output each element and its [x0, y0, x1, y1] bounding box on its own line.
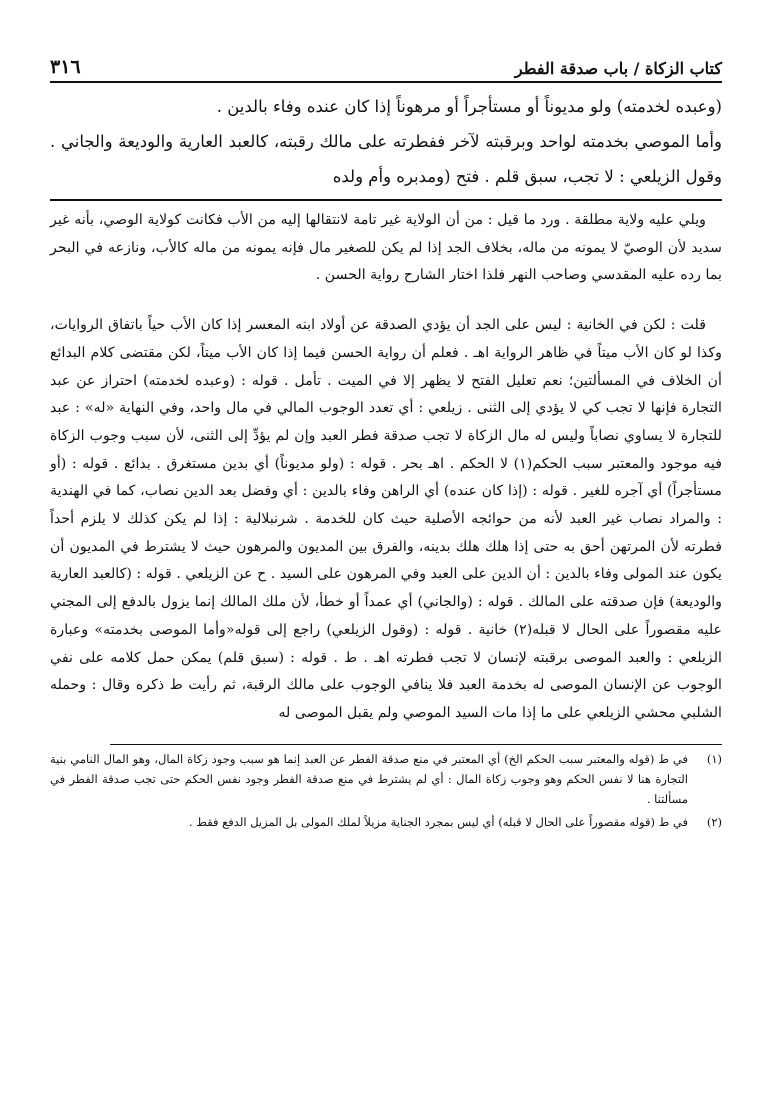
footnote-number: (٢) — [706, 814, 722, 829]
running-header — [50, 52, 722, 83]
main-text-paragraph: وأما الموصي بخدمته لواحد وبرقبته لآخر ففطرته على مالك رقبته، كالعبد العارية والوديعة والجاني . وقول الزيلعي : لا تجب، سبق قلم . فتح (ومدبره وأم ولده — [50, 132, 722, 186]
commentary-paragraph: قلت : لكن في الخانية : ليس على الجد أن يؤدي الصدقة عن أولاد ابنه المعسر إذا كان الأب حياً باتفاق الروايات، وكذا لو كان الأب ميتاً في ظاهر الرواية اهـ . فعلم أن رواية الحسن فيما إذا كان الأب ميتاً، لكن مقتضى كلام البدائع أن الخلاف في المسألتين؛ نعم تعليل الفتح لا يظهر إلا في الميت . تأمل . قوله : (وعبده لخدمته) احتراز عن عبد التجارة فإنها لا تجب كي لا يؤدي إلى الثنى . زيلعي : أي تعدد الوجوب المالي في مال واحد، وفي النهاية «له» : عبد للتجارة لا يساوي نصاباً وليس له مال الزكاة لا تجب صدقة فطر العبد وإن لم يؤدِّ إلى الثنى، لأن سبب وجوب الزكاة فيه موجود والمعتبر سبب الحكم(١) لا الحكم . اهـ بحر . قوله : (ولو مديوناً) أي بدين مستغرق . بدائع . قوله : (أو مستأجراً) أي آجره للغير . قوله : (إذا كان عنده) أي الراهن وفاء بالدين : أي وفضل بعد الدين نصاب، كما في الهندية : والمراد نصاب غير العبد لأنه من حوائجه الأصلية حيث كان للخدمة . شرنبلالية : إذا لم يكن كذلك لا يلزم أحداً فطرته لأن المرتهن أحق به حتى إذا هلك هلك بدينه، والفرق بين المديون والمرهون حيث لا يشترط في المديون أن يكون عند المولى وفاء بالدين : أن الدين على العبد وفي المرهون على السيد . ح عن الزيلعي . قوله : (كالعبد العارية والوديعة) فإن صدقته على المالك . قوله : (والجاني) أي عمداً أو خطأ، لأن ملك المالك إنما يزول بالدفع إلى المجني عليه مقصوراً على الحال لا قبله(٢) خانية . قوله : (وقول الزيلعي) راجع إلى قوله«وأما الموصى بخدمته» وعبارة الزيلعي : والعبد الموصى برقبته لإنسان لا تجب فطرته اهـ . ط . قوله : (سبق قلم) يمكن حمل كلامه على نفي الوجوب عن الإنسان الموصى له بخدمة العبد فلا ينافي الوجوب على مالك الرقبة، ثم رأيت ط ذكره وقال : وحمله الشلبي محشي الزيلعي على ما إذا مات السيد الموصي ولم يقبل الموصى له — [50, 317, 722, 721]
main-text — [50, 89, 722, 194]
page-number: ٣١٦ — [50, 56, 81, 78]
footnote — [50, 812, 722, 832]
chapter-title: كتاب الزكاة / باب صدقة الفطر — [514, 59, 722, 78]
main-text-paragraph: (وعبده لخدمته) ولو مديوناً أو مستأجراً أو مرهوناً إذا كان عنده وفاء بالدين . — [216, 97, 722, 116]
text-separator — [50, 199, 722, 201]
footnote-text: في ط (قوله مقصوراً على الحال لا قبله) أي ليس بمجرد الجناية مزيلاً لملك المولى بل المزيل الدفع فقط . — [188, 814, 688, 829]
footnote-text: في ط (قوله والمعتبر سبب الحكم الخ) أي المعتبر في منع صدقة الفطر عن العبد إنما هو سبب وجود زكاة المال، وهو المال النامي بنية التجارة هنا لا نفس الحكم وهو وجوب زكاة المال : أي لم يشترط في منع صدقة الفطر وجود نفس الحكم حتى تجب صدقة الفطر في مسألتنا . — [50, 751, 688, 806]
footnote-separator — [110, 744, 722, 745]
commentary — [50, 207, 722, 728]
footnotes — [50, 749, 722, 832]
footnote — [50, 749, 722, 809]
footnote-number: (١) — [706, 751, 722, 766]
book-page — [50, 52, 722, 832]
commentary-paragraph: ويلي عليه ولاية مطلقة . ورد ما قيل : من أن الولاية غير تامة لانتقالها إليه من الأب فكانت كولاية الوصي، بأنه غير سديد لأن الوصيّ لا يمونه من ماله، بخلاف الجد إذا لم يكن للصغير مال فإنه يمونه من ماله كالأب، ونازعه في البحر بما رده عليه المقدسي وصاحب النهر فلذا اختار الشارح رواية الحسن . — [50, 212, 722, 284]
